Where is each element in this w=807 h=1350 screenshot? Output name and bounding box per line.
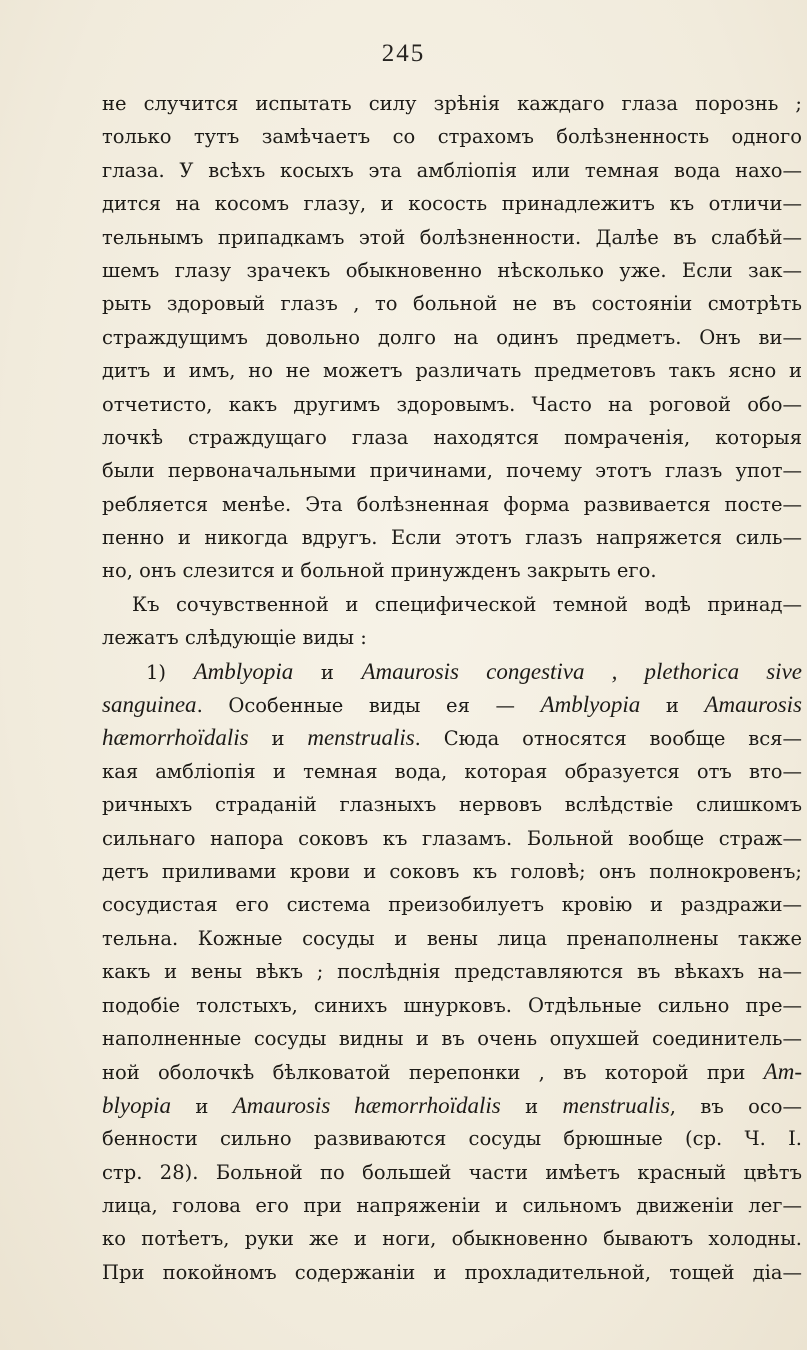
line-text: и [640,694,705,718]
line-text: ко потѣетъ, руки же и ноги, обыкновенно бываютъ холодны. [102,1227,802,1251]
line-text: и [293,660,362,684]
line-text: стр. 28). Больной по большей части имѣетъ красный цвѣтъ [102,1160,802,1184]
latin-term: sanguinea [102,692,197,718]
line-text: какъ и вены вѣкъ ; послѣднія представляются въ вѣкахъ на— [102,960,802,984]
line-text: При покойномъ содержаніи и прохладительной, тощей діа— [102,1260,802,1284]
line-text: , въ осо— [669,1094,802,1118]
line-text: . Особенные виды ея — [196,694,541,718]
text-line [102,521,802,554]
text-line [102,221,802,254]
line-text: кая амбліопія и темная вода, которая образуется отъ вто— [102,759,802,783]
text-line [102,955,802,988]
line-text: бенности сильно развиваются сосуды брюшные (ср. Ч. I. [102,1127,802,1151]
text-line [102,888,802,921]
line-text: дится на косомъ глазу, и косость принадлежитъ къ отличи— [102,192,802,216]
line-text: тельна. Кожные сосуды и вены лица пренаполнены также [102,926,802,950]
text-line [102,822,802,855]
text-line [102,421,802,454]
line-text: подобіе толстыхъ, синихъ шнурковъ. Отдѣльные сильно пре— [102,993,802,1017]
line-text: только тутъ замѣчаетъ со страхомъ болѣзненность одного [102,125,802,149]
latin-term: menstrualis [307,725,415,751]
body-text [102,87,802,1289]
text-line [102,922,802,955]
text-line [102,354,802,387]
text-line [102,788,802,821]
latin-term: Amaurosis congestiva , plethorica sive [361,658,802,684]
line-text: лица, голова его при напряженіи и сильномъ движеніи лег— [102,1193,802,1217]
text-line [102,454,802,487]
line-text: но, онъ слезится и больной принужденъ закрыть его. [102,559,657,583]
line-text: . Сюда относятся вообще вся— [414,727,802,751]
text-line [102,554,802,587]
text-line [102,488,802,521]
text-line [102,87,802,120]
text-line [102,621,802,654]
line-text: ребляется менѣе. Эта болѣзненная форма развивается посте— [102,492,802,516]
text-line [102,388,802,421]
line-text: сильнаго напора соковъ къ глазамъ. Больной вообще страж— [102,826,802,850]
latin-term: hæmorrhoïdalis [102,725,249,751]
text-line [102,120,802,153]
latin-term: Amaurosis [704,692,802,718]
text-line [102,1089,802,1122]
line-text: не случится испытать силу зрѣнія каждаго глаза порознь ; [102,92,802,115]
line-text: Къ сочувственной и специфической темной водѣ принад— [132,592,802,616]
latin-term: menstrualis [562,1092,670,1118]
line-text: и [500,1094,563,1118]
line-text: детъ приливами крови и соковъ къ головѣ; онъ полнокровенъ; [102,859,802,883]
line-text: глаза. У всѣхъ косыхъ эта амбліопія или темная вода нахо— [102,158,802,182]
line-text: рыть здоровый глазъ , то больной не въ состояніи смотрѣть [102,292,802,316]
line-text: страждущимъ довольно долго на одинъ предметъ. Онъ ви— [102,325,802,349]
line-text: ричныхъ страданій глазныхъ нервовъ вслѣдствіе слишкомъ [102,793,802,817]
text-line [102,254,802,287]
latin-term: Amaurosis hæmorrhoïdalis [232,1092,501,1118]
text-line [102,1122,802,1155]
text-line [102,755,802,788]
text-line [102,1156,802,1189]
latin-term: Amblyopia [193,658,294,684]
text-line [102,187,802,220]
line-text: тельнымъ припадкамъ этой болѣзненности. Далѣе въ слабѣй— [102,225,802,249]
text-line [102,721,802,754]
text-line [102,1222,802,1255]
line-text: ной оболочкѣ бѣлковатой перепонки , въ которой при [102,1061,764,1085]
text-line [102,989,802,1022]
text-line [102,154,802,187]
line-text: отчетисто, какъ другимъ здоровымъ. Часто на роговой обо— [102,392,802,416]
line-text: лежатъ слѣдующіе виды : [102,626,367,650]
page-number: 245 [381,40,426,67]
text-line [102,588,802,621]
text-line [102,1256,802,1289]
line-text: пенно и никогда вдругъ. Если этотъ глазъ напряжется силь— [102,526,802,550]
line-text: шемъ глазу зрачекъ обыкновенно нѣсколько уже. Если зак— [102,258,802,282]
text-line [102,655,802,688]
text-line [102,321,802,354]
line-text: наполненные сосуды видны и въ очень опухшей соединитель— [102,1026,802,1050]
text-line [102,1189,802,1222]
latin-term: Am- [763,1059,802,1085]
line-text: были первоначальными причинами, почему этотъ глазъ упот— [102,459,802,483]
text-line [102,287,802,320]
text-line [102,1055,802,1088]
text-line [102,688,802,721]
text-line [102,1022,802,1055]
line-text: лочкѣ страждущаго глаза находятся помраченія, которыя [102,425,802,449]
latin-term: Amblyopia [540,692,641,718]
line-text: и [248,727,308,751]
line-text: сосудистая его система преизобилуетъ кровію и раздражи— [102,893,802,917]
text-line [102,855,802,888]
line-text: 1) [146,660,194,684]
latin-term: blyopia [102,1092,171,1118]
line-text: и [171,1094,233,1118]
line-text: дитъ и имъ, но не можетъ различать предметовъ такъ ясно и [102,359,802,383]
